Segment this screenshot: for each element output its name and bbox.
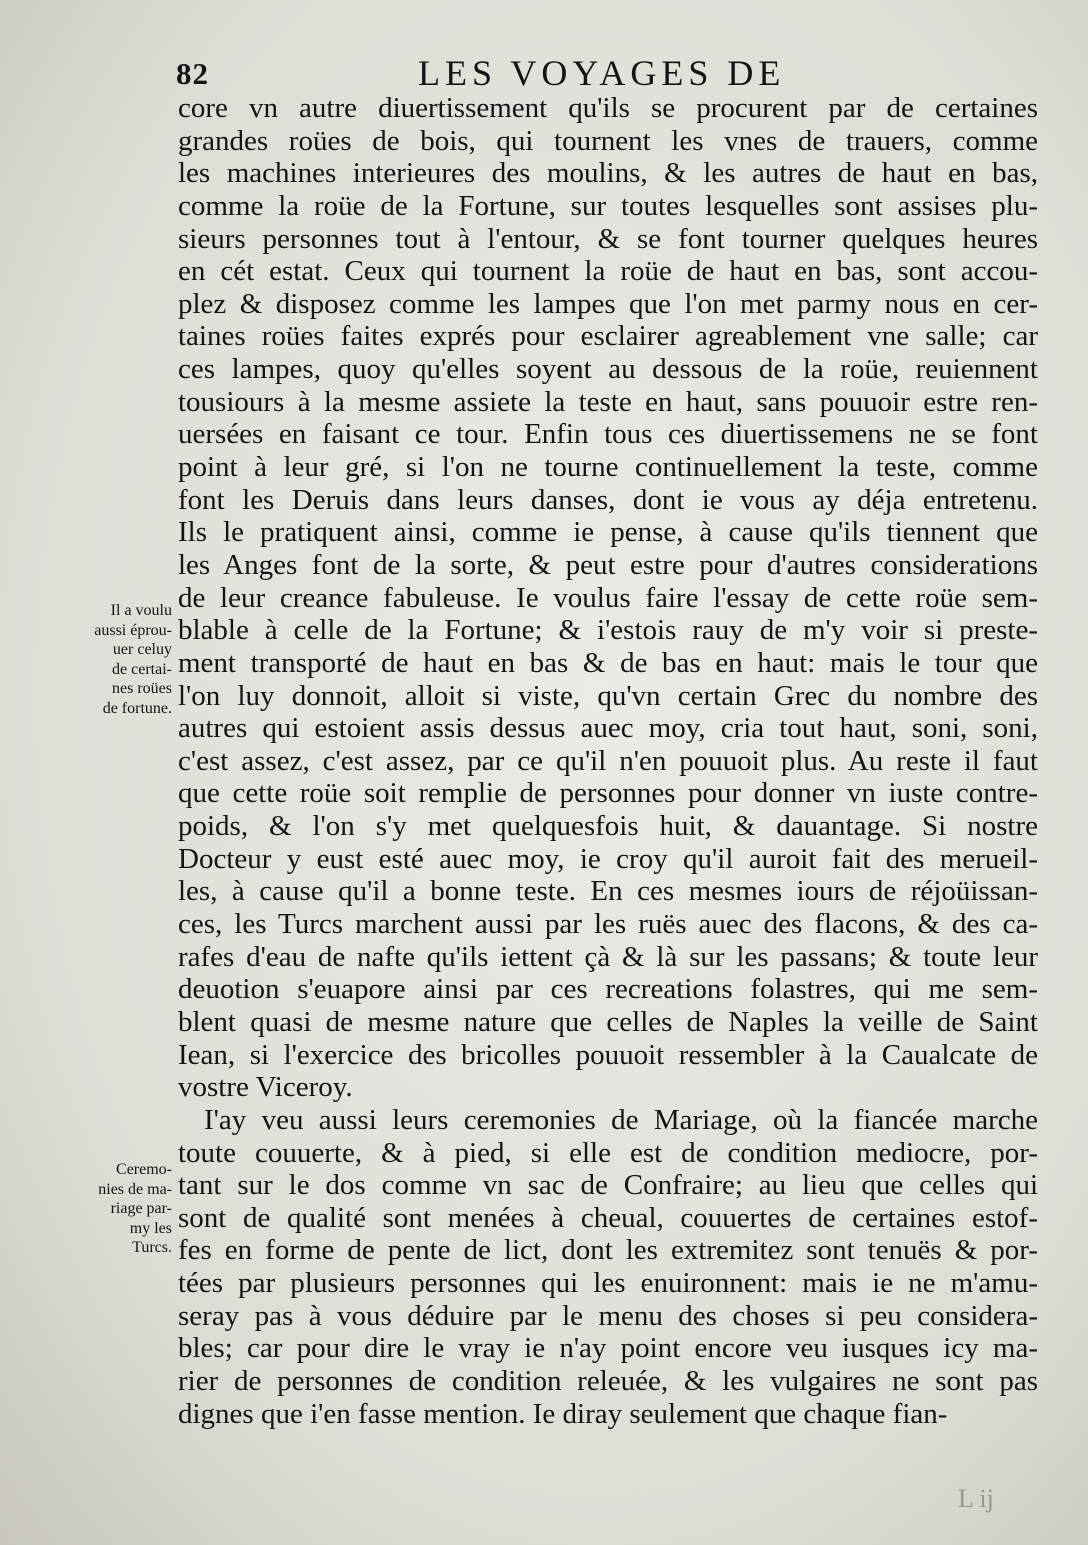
text-line: sont de qualité sont menées à cheual, couuertes de certaines estof- [178, 1201, 1038, 1234]
margin-note-line: riage par- [110, 1200, 172, 1217]
text-line: ment transporté de haut en bas & de bas en haut: mais le tour que [178, 646, 1038, 679]
text-line: bles; car pour dire le vray ie n'ay point encore veu iusques icy ma- [178, 1332, 1038, 1365]
text-line: blable à celle de la Fortune; & i'estois rauy de m'y voir si preste- [178, 614, 1038, 647]
text-line: taines roües faites exprés pour esclairer agreablement vne salle; car [178, 320, 1038, 353]
text-line: dignes que i'en fasse mention. Ie diray seulement que chaque fian- [178, 1397, 948, 1430]
text-line: tant sur le dos comme vn sac de Confraire; au lieu que celles qui [178, 1169, 1038, 1202]
text-line: autres qui estoient assis dessus auec moy, cria tout haut, soni, soni, [178, 712, 1038, 745]
page-number: 82 [176, 56, 209, 91]
margin-note-line: Turcs. [132, 1239, 172, 1256]
text-line: en cét estat. Ceux qui tournent la roüe de haut en bas, sont accou- [178, 255, 1038, 288]
text-line: que cette roüe soit remplie de personnes pour donner vn iuste contre- [178, 777, 1038, 810]
text-line: blent quasi de mesme nature que celles de Naples la veille de Saint [178, 1005, 1038, 1038]
margin-note-line: de fortune. [102, 699, 172, 717]
text-line: ces lampes, quoy qu'elles soyent au dessous de la roüe, reuiennent [178, 353, 1038, 386]
margin-note-wheel [58, 601, 172, 718]
text-line: Ils le pratiquent ainsi, comme ie pense, à cause qu'ils tiennent que [178, 516, 1038, 549]
text-line: ces, les Turcs marchent aussi par les ruës auec des flacons, & des ca- [178, 908, 1038, 941]
text-line: Docteur y eust esté auec moy, ie croy qu'il auroit fait des merueil- [178, 842, 1038, 875]
text-line: Iean, si l'exercice des bricolles pouuoit ressembler à la Caualcate de [178, 1038, 1038, 1071]
text-line: deuotion s'euapore ainsi par ces recreations folastres, qui me sem- [178, 973, 1038, 1006]
text-line: fes en forme de pente de lict, dont les extremitez sont tenuës & por- [178, 1234, 1038, 1267]
running-head: LES VOYAGES DE [418, 53, 786, 93]
margin-note-line: Il a voulu [110, 602, 172, 619]
margin-note-line: nes roües [112, 680, 172, 697]
text-line: toute couuerte, & à pied, si elle est de condition mediocre, por- [178, 1136, 1038, 1169]
margin-note-line: de certai- [112, 660, 172, 678]
text-line: grandes roües de bois, qui tournent les vnes de trauers, comme [178, 124, 1038, 157]
text-line: sieurs personnes tout à l'entour, & se font tourner quelques heures [178, 222, 1038, 255]
text-line: rier de personnes de condition releuée, & les vulgaires ne sont pas [178, 1364, 1038, 1397]
text-line: seray pas à vous déduire par le menu des choses si peu considera- [178, 1299, 1038, 1332]
text-line: I'ay veu aussi leurs ceremonies de Mariage, où la fiancée marche [204, 1103, 1038, 1136]
margin-note-line: uer celuy [112, 641, 172, 658]
text-line: uersées en faisant ce tour. Enfin tous ces diuertissemens ne se font [178, 418, 1038, 451]
text-line: rafes d'eau de nafte qu'ils iettent çà & là sur les passans; & toute leur [178, 940, 1038, 973]
text-line: font les Deruis dans leurs danses, dont ie vous ay déja entretenu. [178, 483, 1038, 516]
text-line: tousiours à la mesme assiete la teste en haut, sans pouuoir estre ren- [178, 385, 1038, 418]
margin-note-line: nies de ma- [98, 1180, 172, 1198]
text-line: les Anges font de la sorte, & peut estre pour d'autres considerations [178, 548, 1038, 581]
text-line: de leur creance fabuleuse. Ie voulus faire l'essay de cette roüe sem- [178, 581, 1038, 614]
text-line: plez & disposez comme les lampes que l'on met parmy nous en cer- [178, 287, 1038, 320]
text-line: les machines interieures des moulins, & les autres de haut en bas, [178, 157, 1038, 190]
text-line: poids, & l'on s'y met quelquesfois huit, & dauantage. Si nostre [178, 810, 1038, 843]
body-text [178, 92, 1038, 1430]
margin-note-line: Ceremo- [116, 1161, 172, 1178]
text-line: les, à cause qu'il a bonne teste. En ces mesmes iours de réjoüissan- [178, 875, 1038, 908]
catchword: L ij [958, 1484, 994, 1513]
text-line: l'on luy donnoit, alloit si viste, qu'vn certain Grec du nombre des [178, 679, 1038, 712]
text-line: vostre Viceroy. [178, 1071, 353, 1104]
margin-note-line: aussi éprou- [94, 621, 172, 639]
margin-note-marriage [58, 1160, 172, 1258]
margin-note-line: my les [129, 1219, 172, 1237]
text-line: tées par plusieurs personnes qui les enuironnent: mais ie ne m'amu- [178, 1267, 1038, 1300]
text-line: c'est assez, c'est assez, par ce qu'il n'en pouuoit plus. Au reste il faut [178, 744, 1038, 777]
text-line: core vn autre diuertissement qu'ils se procurent par de certaines [178, 92, 1038, 124]
text-line: comme la roüe de la Fortune, sur toutes lesquelles sont assises plu- [178, 189, 1038, 222]
text-line: point à leur gré, si l'on ne tourne continuellement la teste, comme [178, 451, 1038, 484]
